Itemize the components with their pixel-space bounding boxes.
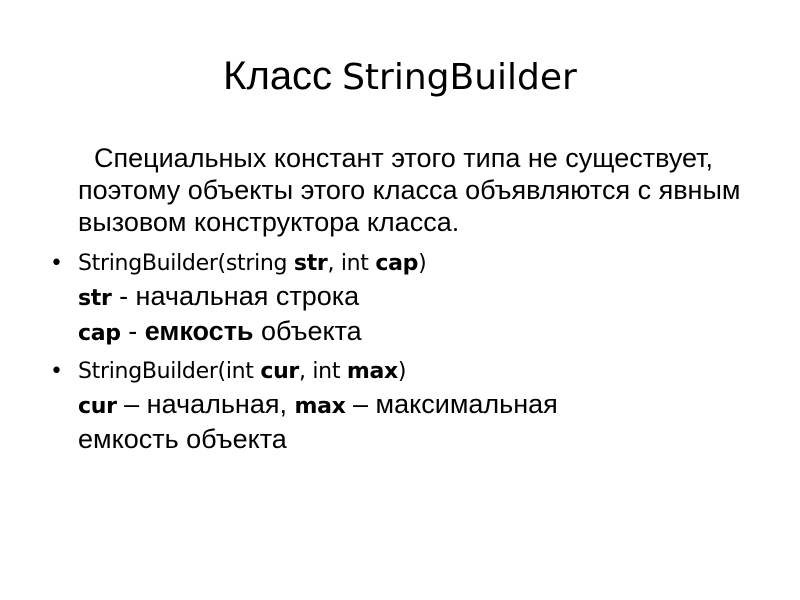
signature-suffix: ) — [397, 359, 407, 384]
cap-dash: - — [120, 316, 145, 346]
param-cur: cur — [260, 359, 299, 384]
cap-description-text: объекта — [253, 316, 362, 346]
capacity-bold-word: емкость — [144, 316, 254, 346]
signature-prefix: StringBuilder(string — [78, 251, 294, 276]
bullet-dot-icon: • — [50, 251, 63, 276]
param-max-label: max — [294, 394, 346, 419]
param-cur-label: cur — [78, 394, 117, 419]
param-str: str — [293, 251, 328, 276]
str-description-text: - начальная строка — [111, 281, 360, 311]
intro-paragraph: Специальных констант этого типа не существует, поэтому объекты этого класса объявляются с явным вызовом конструктора класса. — [78, 143, 741, 237]
signature-prefix: StringBuilder(int — [78, 359, 261, 384]
cur-description-text: – начальная, — [116, 389, 295, 419]
bullet-dot-icon: • — [50, 359, 63, 384]
constructor-1-str-description — [78, 280, 758, 315]
constructor-2-description — [78, 388, 758, 423]
constructor-2-description-continued: емкость объекта — [78, 424, 287, 454]
slide-content — [50, 142, 758, 455]
signature-middle: , int — [327, 251, 376, 276]
param-max: max — [346, 359, 398, 384]
bullet-item-constructor-1 — [50, 248, 758, 350]
title-class-name: StringBuilder — [342, 57, 577, 98]
max-description-text: – максимальная — [345, 389, 558, 419]
param-cap: cap — [375, 251, 419, 276]
title-russian-word: Класс — [223, 54, 333, 98]
constructor-1-signature — [78, 248, 758, 280]
param-str-label: str — [78, 286, 112, 311]
signature-middle: , int — [298, 359, 347, 384]
constructor-1-cap-description — [78, 315, 758, 350]
bullet-item-constructor-2 — [50, 356, 758, 455]
constructor-2-signature — [78, 356, 758, 388]
param-cap-label: cap — [78, 321, 121, 346]
signature-suffix: ) — [418, 251, 427, 276]
slide-title — [0, 52, 800, 102]
